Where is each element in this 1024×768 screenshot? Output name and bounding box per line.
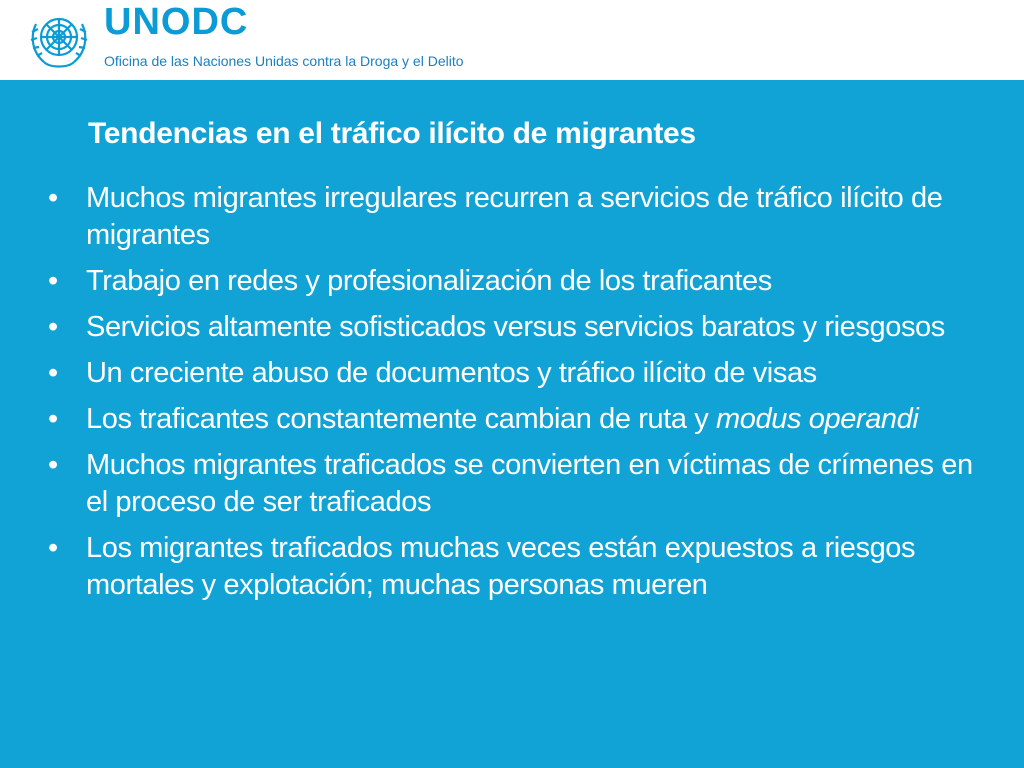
content-panel [0, 80, 1024, 768]
bullet-marker: • [48, 357, 58, 389]
bullet-item [48, 530, 978, 604]
bullet-marker: • [48, 449, 58, 481]
bullet-text-emphasis: modus operandi [716, 403, 919, 435]
bullet-text-plain: Servicios altamente sofisticados versus servicios baratos y riesgosos [86, 311, 945, 343]
brand-subtitle: Oficina de las Naciones Unidas contra la Droga y el Delito [104, 53, 464, 69]
bullet-text [86, 403, 918, 435]
bullet-text [86, 357, 817, 389]
bullet-marker: • [48, 182, 58, 214]
un-emblem-icon [22, 2, 96, 76]
bullet-marker: • [48, 311, 58, 343]
bullet-text [86, 449, 973, 518]
bullet-item [48, 355, 978, 392]
slide-header [0, 0, 1024, 80]
bullet-text-plain: Muchos migrantes irregulares recurren a servicios de tráfico ilícito de migrantes [86, 182, 943, 251]
bullet-text-plain: Muchos migrantes traficados se convierten en víctimas de crímenes en el proceso de ser traficados [86, 449, 973, 518]
bullet-text [86, 265, 772, 297]
bullet-item [48, 447, 978, 521]
slide-title: Tendencias en el tráfico ilícito de migrantes [88, 117, 696, 150]
bullet-text-plain: Los migrantes traficados muchas veces están expuestos a riesgos mortales y explotación; muchas personas mueren [86, 532, 916, 601]
bullet-text-plain: Un creciente abuso de documentos y tráfico ilícito de visas [86, 357, 817, 389]
bullet-item [48, 180, 978, 254]
bullet-item [48, 263, 978, 300]
bullet-item [48, 309, 978, 346]
bullet-marker: • [48, 265, 58, 297]
bullet-item [48, 401, 978, 438]
bullet-text-plain: Trabajo en redes y profesionalización de los traficantes [86, 265, 772, 297]
bullet-marker: • [48, 403, 58, 435]
bullet-list [48, 180, 978, 613]
bullet-text [86, 311, 945, 343]
bullet-marker: • [48, 532, 58, 564]
bullet-text [86, 182, 942, 251]
bullet-text-plain: Los traficantes constantemente cambian de ruta y [86, 403, 717, 435]
brand-name: UNODC [104, 1, 249, 43]
bullet-text [86, 532, 915, 601]
